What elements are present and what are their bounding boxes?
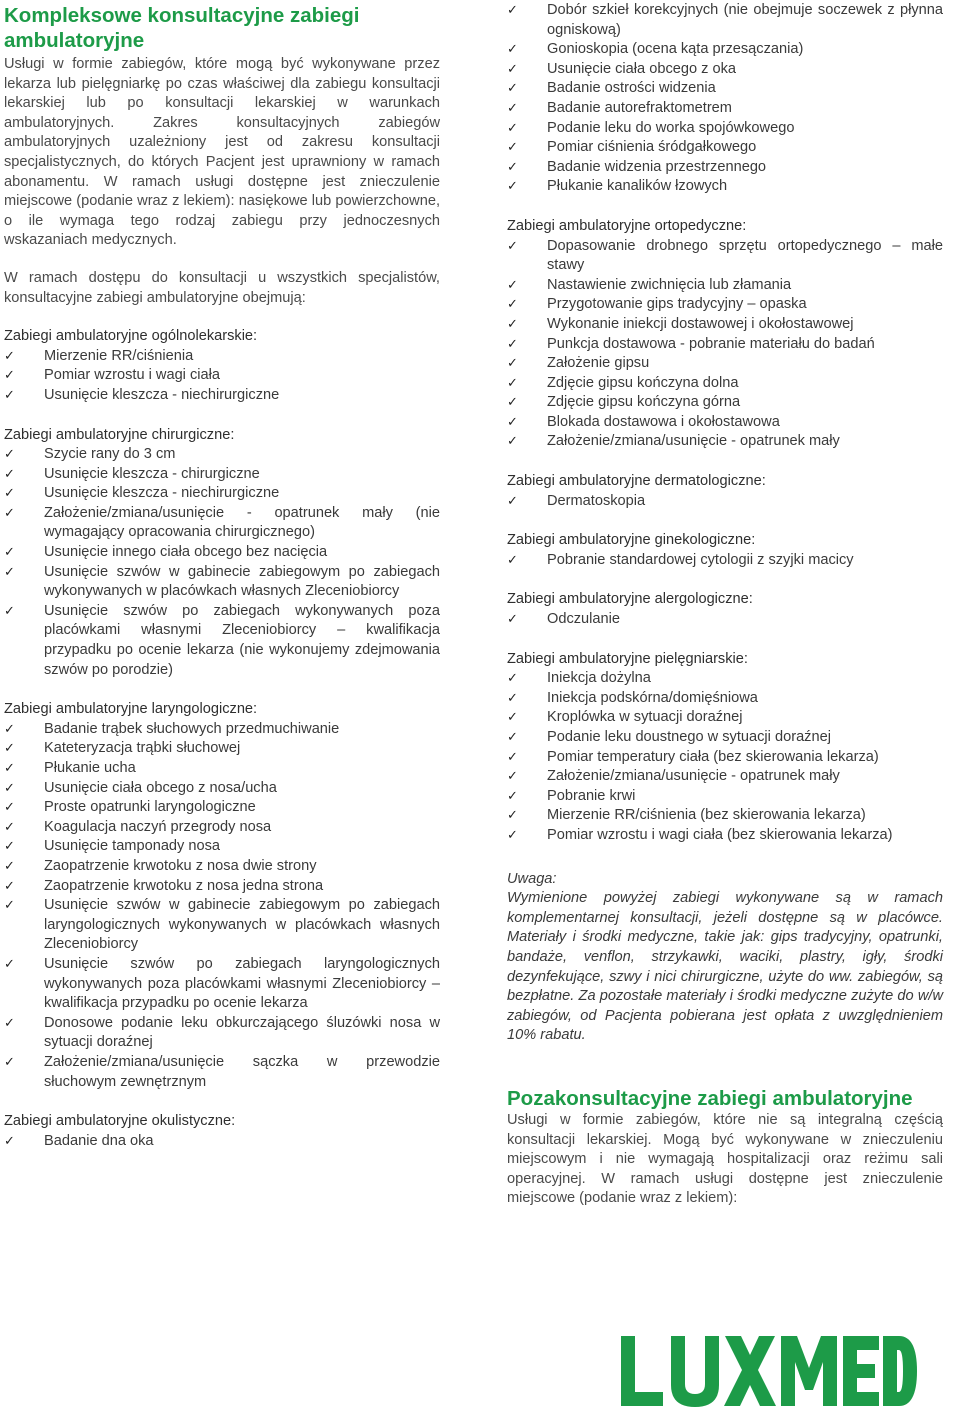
procedure-item-text: Usunięcie kleszcza - chirurgiczne	[44, 465, 260, 482]
intro-paragraph: Usługi w formie zabiegów, które mogą być wykonywane przez lekarza lub pielęgniarkę po czas właściwej dla zabiegu konsultacji lekarskiej lub po konsultacji lekarskiej w warunkach ambulatoryjnych. Zakres konsultacyjnych zabiegów ambulatoryjnych uzależniony jest od zakresu konsultacji specjalistycznych, do których Pacjent jest uprawniony w ramach abonamentu. W ramach usługi dostępne jest znieczulenie miejscowe (podanie wraz z lekiem): nasiękowe lub powierzchowne, o ile wymaga tego rodzaj zabiegu przy jednoczesnych wskazaniach medycznych.	[4, 56, 440, 249]
procedure-item	[507, 826, 943, 846]
procedure-item	[507, 669, 943, 689]
procedure-item	[4, 739, 440, 759]
procedure-item-text: Założenie gipsu	[547, 355, 650, 372]
procedure-item	[507, 79, 943, 99]
procedure-section	[507, 531, 943, 570]
procedure-item-text: Pobranie krwi	[547, 787, 636, 804]
procedure-item-text: Kroplówka w sytuacji doraźnej	[547, 709, 743, 726]
logo-letter-d	[883, 1336, 917, 1406]
procedure-item-text: Założenie/zmiana/usunięcie - opatrunek mały (nie wymagający opracowania chirurgicznego)	[44, 504, 440, 541]
checkmark-icon: ✓	[4, 564, 15, 580]
checkmark-icon: ✓	[507, 140, 518, 156]
procedure-item-text: Zaopatrzenie krwotoku z nosa jedna strona	[44, 877, 324, 894]
logo-letter-x	[724, 1336, 776, 1406]
procedure-item	[4, 857, 440, 877]
checkmark-icon: ✓	[4, 486, 15, 502]
procedure-list	[4, 445, 440, 680]
procedure-item	[4, 759, 440, 779]
procedure-item-text: Podanie leku do worka spojówkowego	[547, 119, 795, 136]
procedure-item-text: Badanie ostrości widzenia	[547, 80, 716, 97]
procedure-section	[4, 700, 440, 1092]
procedure-item-text: Podanie leku doustnego w sytuacji doraźnej	[547, 729, 831, 745]
section-heading: Zabiegi ambulatoryjne laryngologiczne:	[4, 701, 258, 718]
procedure-item-text: Założenie/zmiana/usunięcie sączka w przewodzie słuchowym zewnętrznym	[44, 1053, 440, 1090]
procedure-section	[4, 1112, 440, 1151]
procedure-item	[507, 708, 943, 728]
procedure-item-text: Dobór szkieł korekcyjnych (nie obejmuje soczewek z płynna ogniskową)	[547, 2, 943, 38]
logo-letter-u	[671, 1336, 719, 1407]
section-heading: Zabiegi ambulatoryjne ginekologiczne:	[507, 532, 756, 549]
checkmark-icon: ✓	[507, 238, 518, 254]
checkmark-icon: ✓	[507, 3, 518, 18]
procedure-item	[507, 335, 943, 355]
procedure-item-text: Badanie widzenia przestrzennego	[547, 158, 767, 175]
procedure-item	[507, 748, 943, 768]
right-column	[507, 0, 943, 1209]
checkmark-icon: ✓	[507, 100, 518, 116]
procedure-item	[4, 445, 440, 465]
checkmark-icon: ✓	[4, 878, 15, 894]
procedure-item-text: Iniekcja podskórna/domięśniowa	[547, 689, 758, 706]
checkmark-icon: ✓	[4, 387, 15, 403]
procedure-item	[507, 689, 943, 709]
procedure-list	[507, 669, 943, 845]
checkmark-icon: ✓	[507, 61, 518, 77]
procedure-item	[4, 1014, 440, 1053]
checkmark-icon: ✓	[507, 552, 518, 568]
procedure-item	[507, 610, 943, 630]
procedure-item-text: Usunięcie kleszcza - niechirurgiczne	[44, 485, 280, 502]
procedure-item	[4, 1132, 440, 1152]
procedure-item	[507, 177, 943, 197]
checkmark-icon: ✓	[507, 827, 518, 843]
checkmark-icon: ✓	[507, 769, 518, 785]
procedure-item-text: Pomiar wzrostu i wagi ciała	[44, 367, 220, 384]
checkmark-icon: ✓	[507, 395, 518, 411]
logo-letter-m	[781, 1336, 837, 1406]
checkmark-icon: ✓	[4, 603, 15, 619]
checkmark-icon: ✓	[507, 749, 518, 765]
access-paragraph: W ramach dostępu do konsultacji u wszystkich specjalistów, konsultacyjne zabiegi ambulatoryjne obejmują:	[4, 269, 440, 306]
procedure-list	[507, 237, 943, 453]
checkmark-icon: ✓	[507, 159, 518, 175]
procedure-item-text: Badanie autorefraktometrem	[547, 99, 732, 116]
procedure-item	[4, 386, 440, 406]
procedure-item-text: Przygotowanie gips tradycyjny – opaska	[547, 296, 807, 313]
procedure-item-text: Kateteryzacja trąbki słuchowej	[44, 740, 241, 757]
note-text: Wymienione powyżej zabiegi wykonywane są w ramach komplementarnej konsultacji, jeżeli dostępne są w placówce. Materiały i środki medyczne, takie jak: gips tradycyjny, opatrunki, bandaże, venflon, strzykawki, waciki, plastry, igły, środki dezynfekujące, szwy i nici chirurgiczne, użyte do ww. zabiegów, są bezpłatne. Za pozostałe materiały i środki medyczne zużyte do w/w zabiegów, od Pacjenta pobierana jest opłata z uwzględnieniem 10% rabatu.	[507, 890, 943, 1044]
procedure-item-text: Wykonanie iniekcji dostawowej i okołostawowej	[547, 315, 854, 332]
procedure-item	[4, 818, 440, 838]
checkmark-icon: ✓	[4, 1054, 15, 1070]
procedure-item-text: Punkcja dostawowa - pobranie materiału do badań	[547, 335, 875, 352]
section-title-2: Pozakonsultacyjne zabiegi ambulatoryjne	[507, 1086, 913, 1110]
checkmark-icon: ✓	[4, 741, 15, 757]
checkmark-icon: ✓	[4, 466, 15, 482]
left-column	[4, 0, 440, 1151]
procedure-item	[4, 504, 440, 543]
checkmark-icon: ✓	[4, 780, 15, 796]
procedure-item-text: Usunięcie ciała obcego z nosa/ucha	[44, 779, 277, 796]
section-heading: Zabiegi ambulatoryjne pielęgniarskie:	[507, 650, 748, 667]
checkmark-icon: ✓	[507, 356, 518, 372]
procedure-item-text: Badanie trąbek słuchowych przedmuchiwanie	[44, 720, 340, 737]
checkmark-icon: ✓	[507, 788, 518, 804]
procedure-item	[507, 158, 943, 178]
checkmark-icon: ✓	[507, 316, 518, 332]
procedure-section	[507, 472, 943, 511]
checkmark-icon: ✓	[507, 42, 518, 58]
procedure-item-text: Dermatoskopia	[547, 492, 646, 509]
checkmark-icon: ✓	[507, 690, 518, 706]
checkmark-icon: ✓	[507, 434, 518, 450]
procedure-item-text: Płukanie ucha	[44, 760, 136, 776]
procedure-item-text: Iniekcja dożylna	[547, 670, 651, 687]
intro-paragraph-2: Usługi w formie zabiegów, które nie są integralną częścią konsultacji lekarskiej. Mogą być wykonywane w znieczuleniu miejscowym i nie wymagają hospitalizacji oraz reżimu sali operacyjnej. W ramach usługi dostępne jest znieczulenie miejscowe (podanie wraz z lekiem):	[507, 1111, 943, 1207]
procedure-item-text: Zdjęcie gipsu kończyna dolna	[547, 374, 739, 391]
procedure-item-text: Blokada dostawowa i okołostawowa	[547, 413, 780, 430]
procedure-item-text: Odczulanie	[547, 611, 621, 628]
checkmark-icon: ✓	[4, 721, 15, 737]
procedure-item-text: Zdjęcie gipsu kończyna górna	[547, 394, 741, 411]
procedure-item	[507, 551, 943, 571]
procedure-item-text: Dopasowanie drobnego sprzętu ortopedycznego – małe stawy	[547, 237, 943, 274]
procedure-item	[507, 1, 943, 40]
procedure-item-text: Zaopatrzenie krwotoku z nosa dwie strony	[44, 857, 317, 874]
procedure-item	[507, 138, 943, 158]
checkmark-icon: ✓	[4, 819, 15, 835]
procedure-item	[4, 720, 440, 740]
checkmark-icon: ✓	[507, 414, 518, 430]
procedure-item	[507, 40, 943, 60]
procedure-item-text: Szycie rany do 3 cm	[44, 446, 176, 463]
procedure-item	[507, 99, 943, 119]
procedure-item	[4, 465, 440, 485]
procedure-item	[507, 432, 943, 452]
procedure-item-text: Pobranie standardowej cytologii z szyjki macicy	[547, 551, 854, 568]
procedure-item	[507, 119, 943, 139]
procedure-item	[4, 602, 440, 680]
procedure-item-text: Mierzenie RR/ciśnienia	[44, 347, 194, 364]
procedure-item	[4, 366, 440, 386]
procedure-item	[507, 295, 943, 315]
checkmark-icon: ✓	[4, 545, 15, 561]
procedure-item-text: Proste opatrunki laryngologiczne	[44, 799, 256, 816]
logo-letter-l	[621, 1336, 663, 1406]
procedure-item	[507, 393, 943, 413]
procedure-item-text: Usunięcie tamponady nosa	[44, 838, 221, 855]
procedure-item-text: Usunięcie innego ciała obcego bez nacięcia	[44, 544, 328, 561]
procedure-item	[4, 484, 440, 504]
procedure-item-text: Usunięcie szwów po zabiegach wykonywanych poza placówkami własnymi Zleceniobiorcy – kwalifikacja przypadku po ocenie lekarza (nie wykonujemy zdejmowania szwów po porodzie)	[44, 602, 440, 678]
procedure-item	[507, 237, 943, 276]
checkmark-icon: ✓	[507, 710, 518, 726]
checkmark-icon: ✓	[507, 297, 518, 313]
checkmark-icon: ✓	[507, 730, 518, 745]
procedure-item-text: Pomiar wzrostu i wagi ciała (bez skierowania lekarza)	[547, 826, 893, 843]
ophthalmology-continued-list	[507, 1, 943, 197]
checkmark-icon: ✓	[507, 671, 518, 687]
section-heading: Zabiegi ambulatoryjne ogólnolekarskie:	[4, 328, 258, 345]
section-heading: Zabiegi ambulatoryjne okulistyczne:	[4, 1113, 236, 1130]
procedure-item	[4, 1053, 440, 1092]
checkmark-icon: ✓	[4, 839, 15, 855]
procedure-item	[507, 374, 943, 394]
checkmark-icon: ✓	[507, 493, 518, 509]
checkmark-icon: ✓	[507, 375, 518, 391]
procedure-item-text: Donosowe podanie leku obkurczającego śluzówki nosa w sytuacji doraźnej	[44, 1014, 440, 1051]
procedure-item-text: Gonioskopia (ocena kąta przesączania)	[547, 41, 804, 58]
procedure-item	[4, 563, 440, 602]
procedure-item	[4, 779, 440, 799]
procedure-item	[4, 877, 440, 897]
checkmark-icon: ✓	[4, 800, 15, 816]
procedure-item-text: Usunięcie szwów po zabiegach laryngologicznych wykonywanych poza placówkami własnymi Zleceniobiorcy – kwalifikacja przypadku po ocenie lekarza	[44, 955, 440, 1012]
procedure-item-text: Usunięcie ciała obcego z oka	[547, 60, 737, 77]
procedure-list	[507, 492, 943, 512]
procedure-section	[507, 217, 943, 452]
procedure-list	[507, 610, 943, 630]
procedure-list	[4, 1132, 440, 1152]
checkmark-icon: ✓	[4, 348, 15, 364]
luxmed-logo	[619, 1328, 919, 1410]
procedure-section	[4, 426, 440, 681]
checkmark-icon: ✓	[4, 447, 15, 463]
procedure-item-text: Założenie/zmiana/usunięcie - opatrunek mały	[547, 768, 840, 785]
section-heading: Zabiegi ambulatoryjne alergologiczne:	[507, 591, 753, 608]
procedure-item-text: Płukanie kanalików łzowych	[547, 178, 728, 195]
checkmark-icon: ✓	[4, 1015, 15, 1031]
procedure-item	[4, 798, 440, 818]
procedure-item	[4, 896, 440, 955]
procedure-section	[507, 650, 943, 846]
page-title: Kompleksowe konsultacyjne zabiegi ambulatoryjne	[4, 4, 360, 52]
procedure-list	[4, 347, 440, 406]
checkmark-icon: ✓	[4, 505, 15, 521]
checkmark-icon: ✓	[4, 761, 15, 776]
left-sections	[4, 327, 440, 1151]
procedure-list	[507, 551, 943, 571]
procedure-item	[507, 354, 943, 374]
procedure-item	[507, 60, 943, 80]
section-heading: Zabiegi ambulatoryjne ortopedyczne:	[507, 217, 747, 234]
checkmark-icon: ✓	[4, 368, 15, 384]
procedure-item-text: Mierzenie RR/ciśnienia (bez skierowania lekarza)	[547, 807, 866, 824]
procedure-item	[4, 347, 440, 367]
checkmark-icon: ✓	[507, 612, 518, 628]
checkmark-icon: ✓	[4, 858, 15, 874]
procedure-item	[4, 955, 440, 1014]
procedure-item-text: Pomiar temperatury ciała (bez skierowania lekarza)	[547, 748, 879, 765]
checkmark-icon: ✓	[4, 956, 15, 972]
checkmark-icon: ✓	[507, 336, 518, 352]
procedure-item	[507, 728, 943, 748]
procedure-item	[507, 806, 943, 826]
checkmark-icon: ✓	[507, 277, 518, 293]
procedure-item-text: Założenie/zmiana/usunięcie - opatrunek mały	[547, 433, 840, 450]
procedure-item	[507, 413, 943, 433]
procedure-item-text: Nastawienie zwichnięcia lub złamania	[547, 276, 792, 293]
checkmark-icon: ✓	[4, 1133, 15, 1149]
procedure-section	[4, 327, 440, 405]
note-label: Uwaga:	[507, 870, 557, 887]
procedure-item-text: Pomiar ciśnienia śródgałkowego	[547, 139, 757, 156]
checkmark-icon: ✓	[507, 120, 518, 136]
checkmark-icon: ✓	[507, 179, 518, 195]
right-sections	[507, 217, 943, 846]
procedure-item-text: Usunięcie szwów w gabinecie zabiegowym po zabiegach wykonywanych w placówkach własnych Zleceniobiorcy	[44, 563, 440, 600]
checkmark-icon: ✓	[507, 808, 518, 824]
procedure-section	[507, 590, 943, 629]
checkmark-icon: ✓	[4, 898, 15, 914]
procedure-item-text: Usunięcie szwów w gabinecie zabiegowym po zabiegach laryngologicznych wykonywanych w placówkach własnych Zleceniobiorcy	[44, 897, 440, 953]
logo-letter-e	[843, 1336, 879, 1406]
note-block	[507, 870, 943, 1046]
procedure-item	[4, 543, 440, 563]
procedure-item	[507, 767, 943, 787]
procedure-item	[507, 276, 943, 296]
procedure-item	[4, 837, 440, 857]
procedure-item	[507, 787, 943, 807]
procedure-item	[507, 315, 943, 335]
section-heading: Zabiegi ambulatoryjne dermatologiczne:	[507, 473, 766, 490]
procedure-item-text: Usunięcie kleszcza - niechirurgiczne	[44, 386, 280, 403]
checkmark-icon: ✓	[507, 81, 518, 97]
procedure-list	[4, 720, 440, 1092]
procedure-item-text: Badanie dna oka	[44, 1132, 154, 1149]
section-heading: Zabiegi ambulatoryjne chirurgiczne:	[4, 426, 235, 443]
procedure-item-text: Koagulacja naczyń przegrody nosa	[44, 818, 272, 835]
procedure-item	[507, 492, 943, 512]
